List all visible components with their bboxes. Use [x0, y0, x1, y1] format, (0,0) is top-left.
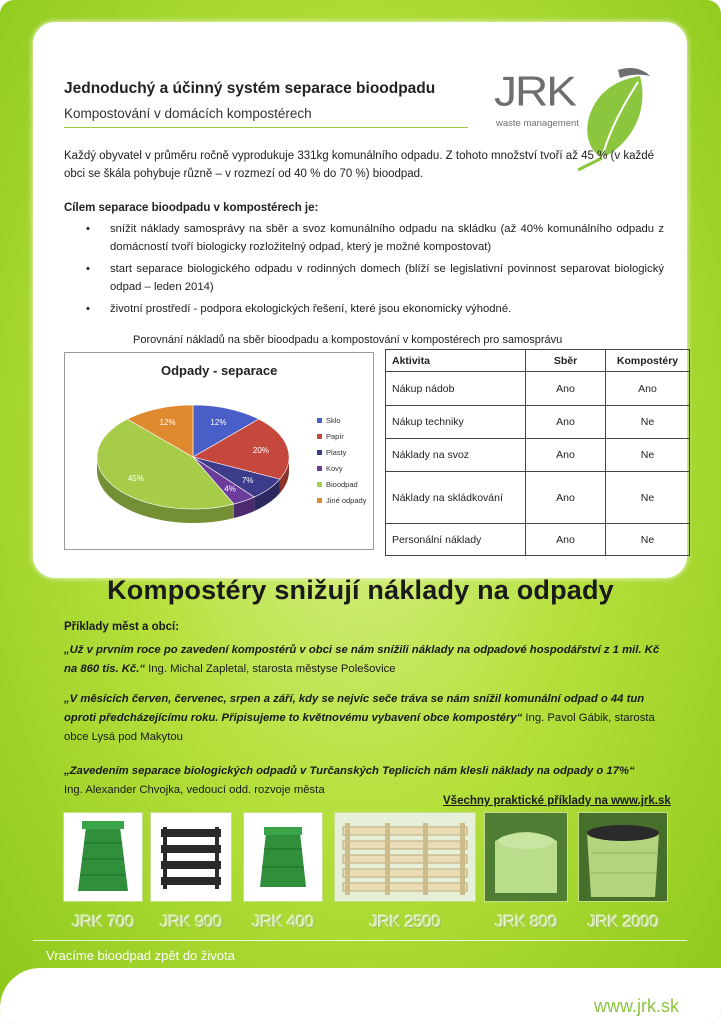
product-image-frame	[578, 812, 668, 902]
legend-label: Sklo	[326, 416, 341, 425]
product-label: JRK 700	[72, 912, 134, 931]
table-cell: Náklady na svoz	[386, 439, 526, 472]
website-link[interactable]: www.jrk.sk	[594, 996, 679, 1016]
product-label: JRK 900	[160, 912, 222, 931]
table-row	[386, 372, 690, 406]
table-cell: Ano	[526, 439, 606, 472]
pie-chart-svg	[65, 353, 375, 551]
list-item-text: snížit náklady samosprávy na sběr a svoz komunálního odpadu na skládku (až 40% komunálního odpadu z domácností tvoří biologicky rozložitelný odpad, který je možné kompostovat)	[110, 223, 664, 253]
logo-subtitle: waste management	[496, 118, 579, 129]
pie-data-label: 7%	[241, 475, 254, 485]
table-cell: Náklady na skládkování	[386, 472, 526, 524]
legend-label: Plasty	[326, 448, 347, 457]
legend-swatch	[317, 418, 322, 423]
legend-label: Papír	[326, 432, 344, 441]
legend-swatch	[317, 434, 322, 439]
composter-image	[335, 813, 475, 901]
table-header: Sběr	[526, 350, 606, 372]
list-item: • snížit náklady samosprávy na sběr a svoz komunálního odpadu na skládku (až 40% komunálního odpadu z domácností tvoří biologicky rozložitelný odpad, který je možné kompostovat)	[86, 223, 664, 253]
comparison-caption: Porovnání nákladů na sběr bioodpadu a kompostování v kompostérech pro samosprávu	[133, 334, 563, 346]
all-examples-link[interactable]: Všechny praktické příklady na www.jrk.sk	[443, 795, 671, 807]
list-item: • životní prostředí - podpora ekologických řešení, které jsou ekonomicky výhodné.	[86, 303, 512, 315]
table-cell: Personální náklady	[386, 524, 526, 556]
legend-label: Bioodpad	[326, 480, 358, 489]
table-cell: Ano	[526, 406, 606, 439]
product-image-frame	[484, 812, 568, 902]
pie-data-label: 12%	[159, 418, 176, 428]
quote-text: „V měsících červen, červenec, srpen a září, kdy se nejvíc seče tráva se nám snížil komunální odpad o 44 tun oproti předcházejícímu roku. Připisujeme to květnovému vybavení obce kompostéry“	[64, 693, 645, 724]
table-cell: Ano	[606, 372, 690, 406]
quote-text: „Zavedením separace biologických odpadů v Turčanských Teplicích nám klesli náklady na odpady o 17%“	[64, 765, 635, 777]
legend-swatch	[317, 482, 322, 487]
product-image-frame	[334, 812, 476, 902]
cost-table	[385, 349, 690, 556]
product-label: JRK 2500	[369, 912, 441, 931]
goals-title: Cílem separace bioodpadu v kompostérech je:	[64, 202, 319, 214]
table-cell: Ano	[526, 472, 606, 524]
quote-author: Ing. Pavol Gábik, starosta obce Lysá pod Makytou	[64, 712, 655, 743]
composter-image	[64, 813, 142, 901]
product-image-frame	[150, 812, 232, 902]
table-header-row	[386, 350, 690, 372]
quote-author: Ing. Michal Zapletal, starosta městyse Polešovice	[145, 663, 396, 675]
table-header: Aktivita	[386, 350, 526, 372]
table-cell: Ano	[526, 372, 606, 406]
legend-swatch	[317, 498, 322, 503]
table-cell: Nákup techniky	[386, 406, 526, 439]
pie-data-label: 45%	[127, 474, 144, 484]
product-label: JRK 400	[252, 912, 314, 931]
table-cell: Nákup nádob	[386, 372, 526, 406]
divider	[33, 940, 687, 941]
product-label: JRK 800	[495, 912, 557, 931]
quote-author: Ing. Alexander Chvojka, vedoucí odd. rozvoje města	[64, 784, 325, 796]
pie-data-label: 20%	[252, 445, 269, 455]
logo-text: JRK	[494, 67, 575, 115]
pie-data-label: 12%	[210, 418, 227, 428]
legend-swatch	[317, 466, 322, 471]
table-cell: Ano	[526, 524, 606, 556]
table-cell: Ne	[606, 406, 690, 439]
table-cell: Ne	[606, 472, 690, 524]
products-row	[0, 812, 721, 942]
table-header: Kompostéry	[606, 350, 690, 372]
product-image-frame	[63, 812, 143, 902]
pie-data-label: 4%	[224, 484, 236, 494]
table-cell: Ne	[606, 439, 690, 472]
goals-list	[64, 220, 664, 322]
page-subtitle: Kompostování v domácích kompostérech	[64, 106, 312, 121]
composter-image	[579, 813, 667, 901]
page-title: Jednoduchý a účinný systém separace bioodpadu	[64, 80, 436, 97]
table-row	[386, 439, 690, 472]
product-label: JRK 2000	[587, 912, 659, 931]
legend-label: Jiné odpady	[326, 496, 367, 505]
legend-swatch	[317, 450, 322, 455]
table-cell: Ne	[606, 524, 690, 556]
title-underline	[64, 127, 468, 128]
intro-text: Každý obyvatel v průměru ročně vyprodukuje 331kg komunálního odpadu. Z tohoto množství tvoří až 45 % (v každé obci se škála pohybuje různě – v rozmezí od 40 % do 70 %) bioodpad.	[64, 150, 655, 180]
product-image-frame	[243, 812, 323, 902]
table-row	[386, 524, 690, 556]
main-headline: Kompostéry snižují náklady na odpady	[107, 575, 614, 605]
composter-image	[244, 813, 322, 901]
composter-image	[485, 813, 567, 901]
list-item: • start separace biologického odpadu v rodinných domech (blíží se legislativní povinnost separovat biologický odpad – leden 2014)	[86, 263, 664, 293]
composter-image	[151, 813, 231, 901]
pie-chart	[64, 352, 374, 550]
list-item-text: životní prostředí - podpora ekologických řešení, které jsou ekonomicky výhodné.	[110, 303, 512, 315]
examples-title: Příklady měst a obcí:	[64, 621, 180, 633]
quote	[64, 641, 664, 679]
list-item-text: start separace biologického odpadu v rodinných domech (blíží se legislativní povinnost separovat biologický odpad – leden 2014)	[110, 263, 664, 293]
table-row	[386, 406, 690, 439]
table-row	[386, 472, 690, 524]
quote-text: „Už v prvním roce po zavedení kompostérů v obci se nám snížili náklady na odpadové hospodářství z 1 mil. Kč na 860 tis. Kč.“	[64, 644, 660, 675]
legend-label: Kovy	[326, 464, 343, 473]
chart-title: Odpady - separace	[161, 363, 278, 378]
footer-tagline: Vracíme bioodpad zpět do života	[46, 948, 235, 963]
quote	[64, 690, 664, 747]
